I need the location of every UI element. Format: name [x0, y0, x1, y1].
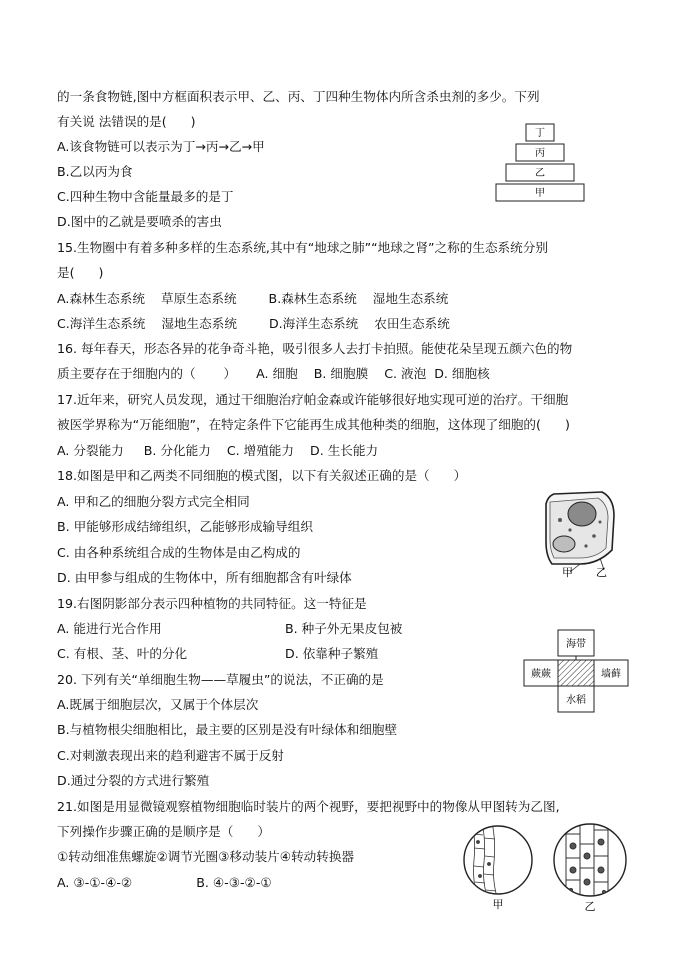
option-line: C.对刺激表现出来的趋利避害不属于反射 [57, 748, 284, 763]
question-15: 15.生物圈中有着多种多样的生态系统,其中有“地球之肺”“地球之肾”之称的生态系统分别 [57, 240, 548, 255]
pyramid-label: 丙 [535, 148, 545, 159]
micro-label-yi: 乙 [584, 900, 596, 912]
question-18: 18.如图是甲和乙两类不同细胞的模式图，以下有关叙述正确的是（ ） [57, 468, 467, 483]
option-line: B.乙以丙为食 [57, 164, 133, 179]
option-line: A. 甲和乙的细胞分裂方式完全相同 [57, 494, 250, 509]
cell-label-jia: 甲 [562, 566, 573, 578]
text-line: 质主要存在于细胞内的（ ） A. 细胞 B. 细胞膜 C. 液泡 D. 细胞核 [57, 366, 490, 381]
pyramid-label: 甲 [535, 188, 545, 199]
option-line: B. 种子外无果皮包被 [285, 621, 403, 636]
option-line: A. 分裂能力 B. 分化能力 C. 增殖能力 D. 生长能力 [57, 443, 379, 458]
question-17: 17.近年来，研究人员发现，通过干细胞治疗帕金森或许能够很好地实现可逆的治疗。干细胞 [57, 392, 569, 407]
option-line: A. 能进行光合作用 [57, 621, 162, 636]
option-line: D. 由甲参与组成的生物体中，所有细胞都含有叶绿体 [57, 570, 352, 585]
pyramid-label: 乙 [535, 168, 545, 179]
option-line: D.通过分裂的方式进行繁殖 [57, 773, 210, 788]
micro-label-jia: 甲 [492, 898, 504, 911]
option-line: A. ③-①-④-② B. ④-③-②-① [57, 875, 272, 890]
option-line: C.海洋生态系统 湿地生态系统 D.海洋生态系统 农田生态系统 [57, 316, 450, 331]
option-line: B. 甲能够形成结缔组织，乙能够形成输导组织 [57, 519, 313, 534]
option-line: C. 由各种系统组合成的生物体是由乙构成的 [57, 545, 301, 560]
pyramid-figure [494, 122, 586, 204]
option-line: A.该食物链可以表示为丁→丙→乙→甲 [57, 139, 265, 154]
cross-label-bottom: 水稻 [566, 695, 586, 706]
option-line: C. 有根、茎、叶的分化 [57, 646, 188, 661]
option-line: A.森林生态系统 草原生态系统 B.森林生态系统 湿地生态系统 [57, 291, 449, 306]
text-line: 下列操作步骤正确的是顺序是（ ） [57, 824, 270, 839]
option-line: C.四种生物中含能量最多的是丁 [57, 189, 234, 204]
microscope-views-figure [462, 820, 634, 912]
text-line: ①转动细准焦螺旋②调节光圈③移动装片④转动转换器 [57, 849, 355, 864]
text-line: 是( ) [57, 265, 104, 280]
option-line: D. 依靠种子繁殖 [285, 646, 379, 661]
question-21: 21.如图是用显微镜观察植物细胞临时装片的两个视野，要把视野中的物像从甲图转为乙图, [57, 799, 560, 814]
option-line: A.既属于细胞层次，又属于个体层次 [57, 697, 259, 712]
cell-figure [540, 486, 620, 578]
cross-label-right: 墙藓 [601, 669, 621, 680]
cross-label-left: 蕨蕨 [531, 669, 551, 680]
option-line: D.图中的乙就是要喷杀的害虫 [57, 214, 222, 229]
pyramid-label: 丁 [535, 128, 545, 139]
question-20: 20. 下列有关“单细胞生物——草履虫”的说法，不正确的是 [57, 672, 384, 687]
text-line-2: 有关说 法错误的是( ) [57, 114, 196, 129]
text-line-1: 的一条食物链,图中方框面积表示甲、乙、丙、丁四种生物体内所含杀虫剂的多少。下列 [57, 89, 540, 104]
plant-cross-figure [522, 628, 630, 720]
question-16: 16. 每年春天，形态各异的花争奇斗艳，吸引很多人去打卡拍照。能使花朵呈现五颜六色的物 [57, 341, 573, 356]
option-line: B.与植物根尖细胞相比，最主要的区别是没有叶绿体和细胞壁 [57, 722, 398, 737]
cross-label-top: 海带 [566, 639, 586, 650]
text-line: 被医学界称为“万能细胞”，在特定条件下它能再生成其他种类的细胞，这体现了细胞的( ) [57, 417, 570, 432]
question-19: 19.右图阴影部分表示四种植物的共同特征。这一特征是 [57, 596, 367, 611]
cell-label-yi: 乙 [596, 566, 607, 578]
